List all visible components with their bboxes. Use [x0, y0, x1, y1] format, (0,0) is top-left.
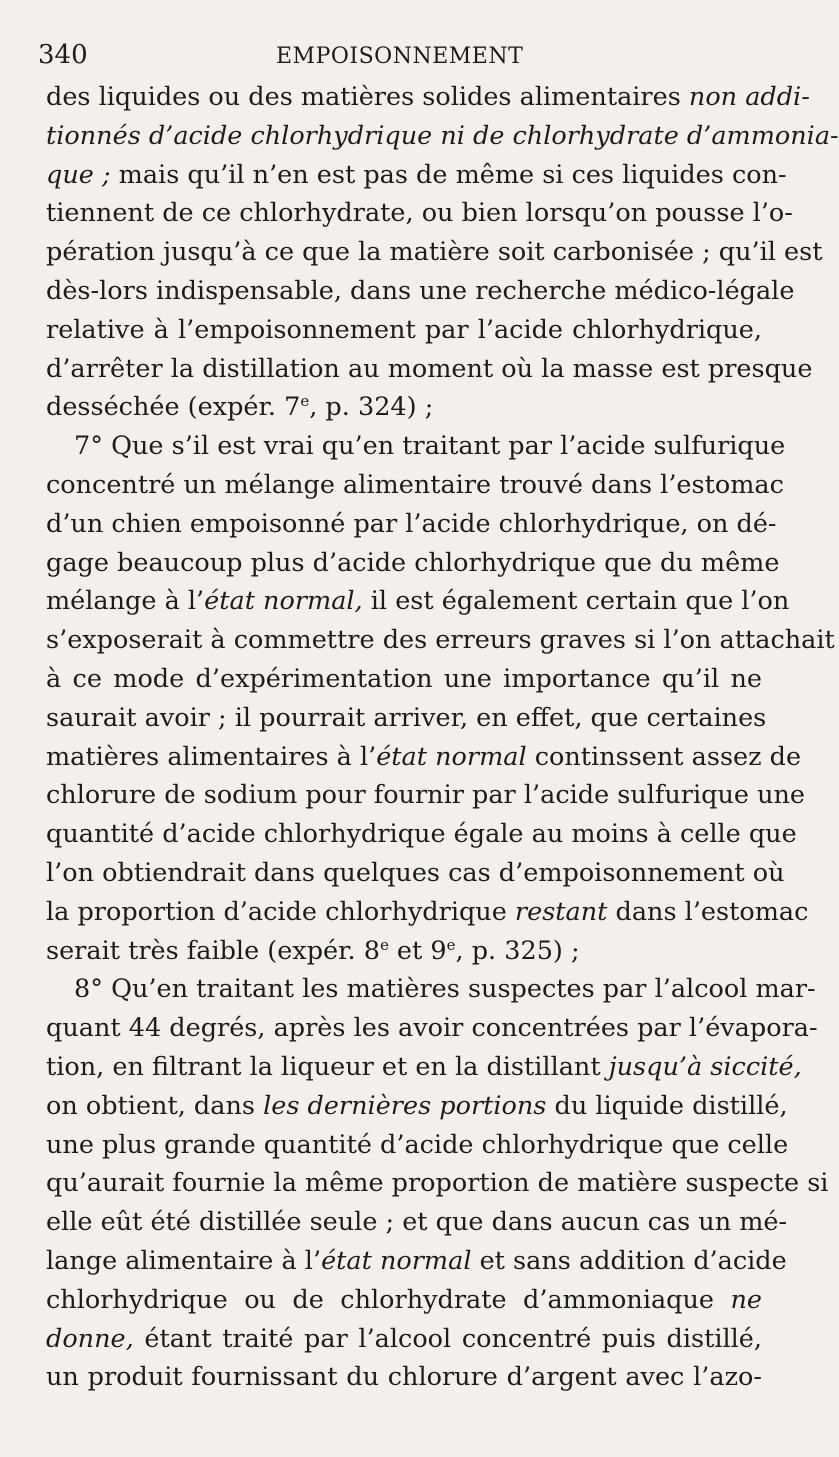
text-run: chlorure de sodium pour fournir par l’acide sulfurique une: [46, 780, 806, 811]
text-run: gage beaucoup plus d’acide chlorhydrique que du même: [46, 547, 780, 578]
text-line: [46, 854, 785, 893]
page-header: [38, 38, 760, 78]
text-line: [46, 272, 795, 311]
text-line: [46, 660, 762, 699]
text-line: [46, 1320, 762, 1359]
italic-text: état normal: [321, 1245, 472, 1276]
text-run: mélange à l’: [46, 586, 205, 617]
italic-text: état normal: [376, 741, 527, 772]
text-run: d’un chien empoisonné par l’acide chlorhydrique, on dé-: [46, 508, 777, 539]
body-text: [46, 78, 839, 1397]
text-run: la proportion d’acide chlorhydrique: [46, 896, 515, 927]
text-line: [46, 893, 809, 932]
text-line: [46, 621, 835, 660]
text-line: [46, 1087, 788, 1126]
text-run: pération jusqu’à ce que la matière soit carbonisée ; qu’il est: [46, 237, 823, 268]
text-line: [46, 1358, 762, 1397]
text-line: [46, 1048, 802, 1087]
page-number: 340: [38, 40, 88, 70]
text-line: [46, 582, 790, 621]
running-head: EMPOISONNEMENT: [276, 44, 524, 69]
text-line: [46, 194, 793, 233]
text-run: qu’aurait fournie la même proportion de matière suspecte si: [46, 1168, 829, 1199]
superscript: e: [300, 392, 310, 411]
text-run: et sans addition d’acide: [471, 1245, 787, 1276]
text-run: tion, en filtrant la liqueur et en la distillant: [46, 1051, 609, 1082]
text-line: [46, 233, 823, 272]
italic-text: les dernières portions: [263, 1090, 547, 1121]
text-line: [46, 544, 780, 583]
text-line: [46, 388, 762, 427]
text-run: matières alimentaires à l’: [46, 741, 377, 772]
text-line: [46, 78, 810, 117]
text-run: une plus grande quantité d’acide chlorhydrique que celle: [46, 1129, 789, 1160]
text-line: [46, 1126, 789, 1165]
text-line: [46, 970, 816, 1009]
text-run: , p. 324) ;: [309, 392, 434, 423]
text-line: [46, 699, 767, 738]
text-line: [46, 738, 802, 777]
text-run: mais qu’il n’en est pas de même si ces liquides con-: [110, 159, 787, 190]
text-run: quantité d’acide chlorhydrique égale au moins à celle que: [46, 819, 797, 850]
text-run: étant traité par l’alcool concentré puis distillé,: [133, 1323, 762, 1354]
text-run: saurait avoir ; il pourrait arriver, en effet, que certaines: [46, 702, 767, 733]
text-run: l’on obtiendrait dans quelques cas d’empoisonnement où: [46, 857, 785, 888]
italic-text: donne,: [46, 1323, 134, 1354]
text-run: tiennent de ce chlorhydrate, ou bien lorsqu’on pousse l’o-: [46, 198, 793, 229]
text-line: [46, 1164, 829, 1203]
italic-text: non addi-: [688, 82, 810, 112]
text-run: des liquides ou des matières solides alimentaires: [46, 82, 689, 112]
text-line: [46, 505, 777, 544]
text-line: [46, 1281, 762, 1320]
text-run: et 9: [388, 935, 447, 966]
text-run: du liquide distillé,: [546, 1090, 788, 1121]
text-run: serait très faible (expér. 8: [46, 935, 380, 966]
superscript: e: [446, 935, 456, 954]
text-run: elle eût été distillée seule ; et que dans aucun cas un mé-: [46, 1207, 788, 1238]
text-run: quant 44 degrés, après les avoir concentrées par l’évapora-: [46, 1013, 818, 1044]
text-run: d’arrêter la distillation au moment où la masse est presque: [46, 353, 813, 384]
text-line: [46, 350, 813, 389]
text-run: continssent assez de: [526, 741, 802, 772]
text-line: [46, 1242, 787, 1281]
text-line: [46, 466, 784, 505]
text-line: [46, 1009, 818, 1048]
text-line: [46, 776, 806, 815]
text-line: [46, 117, 839, 156]
text-run: il est également certain que l’on: [362, 586, 790, 617]
text-run: un produit fournissant du chlorure d’argent avec l’azo-: [46, 1362, 762, 1393]
italic-text: tionnés d’acide chlorhydrique ni de chlorhydrate d’ammonia-: [46, 120, 839, 151]
text-run: , p. 325) ;: [455, 935, 580, 966]
text-run: chlorhydrique ou de chlorhydrate d’ammoniaque: [46, 1284, 731, 1315]
text-run: s’exposerait à commettre des erreurs graves si l’on attachait: [46, 625, 835, 656]
text-line: [46, 427, 786, 466]
text-line: [46, 311, 762, 350]
text-line: [46, 156, 787, 195]
text-run: 8° Qu’en traitant les matières suspectes par l’alcool mar-: [74, 974, 816, 1005]
italic-text: que ;: [46, 159, 111, 190]
text-run: dès-lors indispensable, dans une recherche médico-légale: [46, 275, 795, 306]
text-run: 7° Que s’il est vrai qu’en traitant par l’acide sulfurique: [74, 431, 786, 462]
superscript: e: [379, 935, 389, 954]
text-line: [46, 815, 797, 854]
italic-text: ne: [730, 1284, 762, 1315]
italic-text: jusqu’à siccité,: [608, 1051, 802, 1082]
text-line: [46, 1203, 788, 1242]
italic-text: restant: [514, 896, 608, 927]
text-run: desséchée (expér. 7: [46, 392, 301, 423]
text-line: [46, 932, 762, 971]
text-run: concentré un mélange alimentaire trouvé dans l’estomac: [46, 469, 784, 500]
text-run: à ce mode d’expérimentation une importance qu’il ne: [46, 663, 762, 694]
text-run: on obtient, dans: [46, 1090, 264, 1121]
text-run: lange alimentaire à l’: [46, 1245, 322, 1276]
italic-text: état normal,: [204, 586, 363, 617]
text-run: relative à l’empoisonnement par l’acide chlorhydrique,: [46, 314, 762, 345]
text-run: dans l’estomac: [607, 896, 809, 927]
